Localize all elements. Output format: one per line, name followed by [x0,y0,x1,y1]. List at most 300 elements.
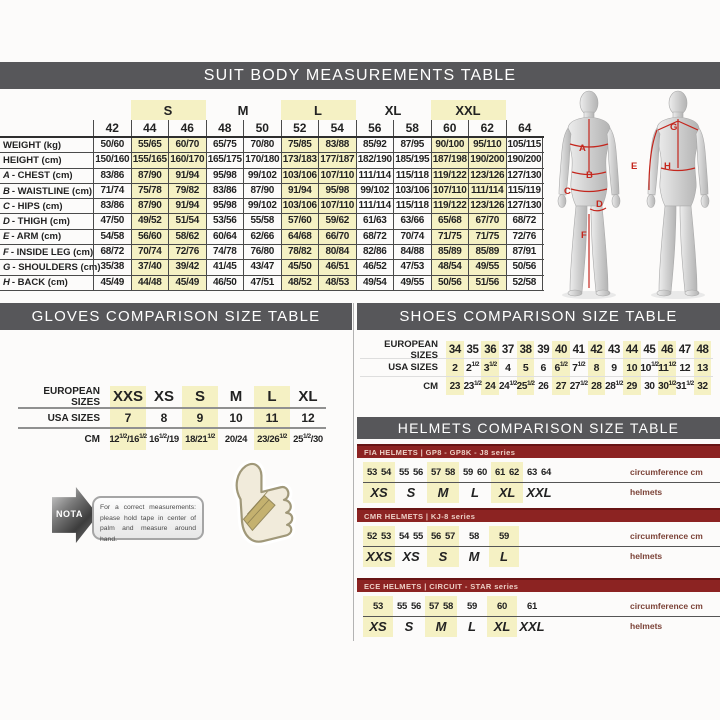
fraction-half: 1/2 [207,433,215,441]
suit-group-S: S [131,100,206,120]
fraction-half: 1/2 [489,361,497,369]
suit-cell: 49/54 [356,276,394,290]
suit-cell: 61/63 [356,214,394,228]
shoes-cm-value: 24 1/2 [498,379,517,392]
suit-cell: 115/118 [393,199,431,213]
fraction-half: 1/2 [159,433,167,441]
suit-table-row [0,260,544,275]
suit-cell: 48/54 [431,260,469,274]
suit-size-col-62: 62 [468,120,506,136]
suit-cell: 65/68 [431,214,469,228]
suit-table-row [0,245,544,260]
gloves-cm-value: 12 1/2 /16 1/2 [110,429,146,450]
suit-cell: 115/118 [393,169,431,183]
helmet-circumference-value: 60 [497,600,507,612]
helmet-circumference-values [365,462,393,482]
suit-cell: 47/53 [393,260,431,274]
suit-cell: 71/74 [93,184,131,198]
suit-size-number-row [0,120,544,138]
helmet-size-label: S [406,485,416,500]
helmet-group-XS [363,596,393,637]
suit-table-row [0,230,544,245]
suit-cell: 57/60 [281,214,319,228]
row-letter: F [3,246,9,258]
suit-cell: 64/68 [281,230,319,244]
fraction-half: 1/2 [509,379,517,387]
gloves-cm-value: 16 1/2 /19 [149,433,179,445]
suit-cell: 127/130 [506,199,544,213]
shoes-eu-value: 43 [608,343,621,356]
helmet-circumference-value: 57 [431,466,441,478]
helmet-circumference-value: 61 [495,466,505,478]
suit-cell: 107/110 [431,184,469,198]
gloves-usa-value: 12 [301,411,315,425]
suit-cell: 177/187 [318,153,356,167]
suit-cell: 50/56 [506,260,544,274]
suit-cell: 47/50 [93,214,131,228]
helmets-label: helmets [630,621,663,631]
suit-row-label: B - WAISTLINE (cm) [3,185,93,197]
suit-cell: 123/126 [468,199,506,213]
suit-row-label: A - CHEST (cm) [3,170,73,182]
shoes-row-cm [360,377,713,395]
helmet-group-XL [487,596,517,637]
shoes-eu-value: 35 [466,343,479,356]
mannequin-svg [556,90,720,300]
fraction-half: 1/2 [580,379,588,387]
suit-cell: 85/92 [356,138,394,152]
fraction-half: 1/2 [139,433,147,441]
suit-cell: 66/70 [318,230,356,244]
suit-cell: 155/165 [131,153,169,167]
gloves-size-table [18,386,326,450]
suit-size-col-54: 54 [318,120,356,136]
suit-cell: 51/56 [468,276,506,290]
figure-letter-F: F [581,230,587,241]
helmet-group-M [459,526,489,567]
suit-size-col-42: 42 [93,120,131,136]
helmet-group-XXS [363,526,395,567]
suit-cell: 85/89 [431,245,469,259]
suit-cell: 46/51 [318,260,356,274]
suit-cell: 49/52 [131,214,169,228]
suit-cell: 46/50 [206,276,244,290]
helmet-circumference-values [429,462,457,482]
mannequin-figures [556,90,720,300]
gloves-cm-value: 20/24 [224,434,248,445]
circumference-label: circumference cm [630,467,703,477]
helmets-table-header [357,417,720,439]
helmet-size-label: L [500,549,508,564]
helmet-circumference-value: 63 [527,466,537,478]
shoes-cm-value: 23 1/2 [463,379,482,392]
helmet-size-label: M [437,485,449,500]
suit-cell: 49/55 [393,276,431,290]
helmet-circumference-value: 59 [499,530,509,542]
shoes-cm-value: 25 1/2 [517,377,535,395]
section-divider [353,303,354,641]
suit-cell: 95/98 [206,199,244,213]
suit-group-XXL: XXL [431,100,506,120]
helmet-circumference-value: 53 [373,600,383,612]
shoes-row-eu [360,338,713,361]
gloves-row-eu [18,386,326,409]
suit-size-col-50: 50 [243,120,281,136]
suit-cell: 119/122 [431,199,469,213]
suit-cell: 67/70 [468,214,506,228]
helmet-size-label: XL [493,619,511,634]
suit-row-label: D - THIGH (cm) [3,216,70,228]
suit-cell: 49/55 [468,260,506,274]
suit-cell: 111/114 [356,169,394,183]
helmet-size-label: M [435,619,447,634]
fraction-half: 1/2 [303,433,311,441]
shoes-usa-value: 7 1/2 [572,361,586,374]
suit-cell: 83/86 [93,199,131,213]
suit-cell: 90/100 [431,138,469,152]
shoes-table-header [357,303,720,330]
gloves-cm-value: 18/21 1/2 [182,429,218,450]
fraction-half: 1/2 [686,379,694,387]
helmet-size-label: XS [402,549,420,564]
suit-cell: 187/198 [431,153,469,167]
shoes-cm-value: 31 1/2 [675,379,694,392]
helmet-size-label: XS [370,485,388,500]
gloves-usa-value: 8 [160,411,168,425]
suit-size-col-60: 60 [431,120,469,136]
suit-cell: 47/51 [243,276,281,290]
shoes-usa-value: 12 [679,361,691,374]
helmet-size-label: XXS [365,549,392,564]
shoes-usa-value: 4 [505,361,511,374]
suit-cell: 111/114 [356,199,394,213]
figure-letter-D: D [596,199,603,210]
helmet-group-L [489,526,519,567]
suit-table-row [0,153,544,168]
helmet-circumference-value: 53 [381,530,391,542]
helmet-circumference-value: 56 [413,466,423,478]
shoes-cm-value: 24 [481,377,499,395]
suit-cell: 46/52 [356,260,394,274]
suit-cell: 56/60 [131,230,169,244]
helmet-group-L [457,596,487,637]
shoes-table-title: SHOES COMPARISON SIZE TABLE [399,308,678,325]
suit-cell: 58/62 [168,230,206,244]
suit-cell: 74/78 [206,245,244,259]
gloves-usa-value: 10 [229,411,243,425]
suit-corner-cell [0,120,93,136]
suit-cell: 48/53 [318,276,356,290]
suit-group-spacer [506,100,544,120]
figure-letter-E: E [631,161,638,172]
helmet-series-body [363,526,720,568]
suit-cell: 55/65 [131,138,169,152]
suit-row-label: WEIGHT (kg) [3,139,62,151]
shoes-eu-value: 45 [643,343,656,356]
shoes-usa-value: 3 1/2 [481,359,499,376]
row-letter: H [3,277,10,289]
shoes-eu-value: 36 [481,341,499,358]
helmet-circumference-value: 60 [477,466,487,478]
helmet-size-label: S [438,549,448,564]
suit-cell: 50/60 [93,138,131,152]
shoes-eu-value: 48 [694,341,712,358]
suit-row-label: F - INSIDE LEG (cm) [3,246,94,258]
shoes-usa-value: 6 [540,361,546,374]
suit-cell: 70/74 [393,230,431,244]
helmet-series-body [363,462,720,504]
gloves-row-cm [18,429,326,450]
row-letter: C [3,200,10,212]
suit-cell: 160/170 [168,153,206,167]
shoes-cm-value: 27 [552,377,570,395]
suit-cell: 107/110 [318,199,356,213]
suit-cell: 85/89 [468,245,506,259]
suit-size-col-44: 44 [131,120,169,136]
gloves-eu-value: XXS [110,386,146,407]
suit-size-col-64: 64 [506,120,544,136]
gloves-table-title: GLOVES COMPARISON SIZE TABLE [31,308,321,325]
suit-cell: 79/82 [168,184,206,198]
suit-cell: 95/98 [206,169,244,183]
helmet-circumference-value: 57 [429,600,439,612]
helmet-group-M [427,462,459,503]
gloves-usa-value: 11 [254,409,290,427]
shoes-cm-value: 27 1/2 [569,379,588,392]
suit-cell: 95/98 [318,184,356,198]
suit-cell: 72/76 [506,230,544,244]
helmet-series-bar: ECE HELMETS | CIRCUIT - STAR series [357,578,720,592]
helmet-circumference-value: 58 [445,466,455,478]
suit-cell: 95/110 [468,138,506,152]
gloves-cm-value: 23/26 1/2 [254,429,290,450]
helmet-circumference-values [397,462,425,482]
suit-cell: 91/94 [168,169,206,183]
suit-cell: 87/90 [243,184,281,198]
shoes-cm-value: 28 1/2 [605,379,623,392]
gloves-usa-value: 7 [110,409,146,427]
fraction-half: 1/2 [668,361,677,369]
suit-cell: 48/52 [281,276,319,290]
fraction-half: 1/2 [473,379,482,387]
shoes-eu-value: 47 [678,343,691,356]
helmet-circumference-values [495,596,509,616]
suit-cell: 165/175 [206,153,244,167]
helmet-circumference-value: 58 [469,530,479,542]
helmet-group-S [393,596,425,637]
helmet-circumference-value: 56 [411,600,421,612]
suit-cell: 35/38 [93,260,131,274]
suit-cell: 119/122 [431,169,469,183]
helmet-circumference-values [525,596,539,616]
suit-cell: 76/80 [243,245,281,259]
suit-cell: 105/115 [506,138,544,152]
suit-table-row [0,214,544,229]
shoes-eu-value: 37 [501,343,514,356]
circumference-label: circumference cm [630,531,703,541]
suit-table-row [0,199,544,214]
suit-cell: 173/183 [281,153,319,167]
row-letter: E [3,231,10,243]
suit-size-col-46: 46 [168,120,206,136]
suit-cell: 54/58 [93,230,131,244]
fraction-half: 1/2 [651,361,659,369]
suit-cell: 65/75 [206,138,244,152]
gloves-table-header [0,303,352,330]
figure-letter-H: H [664,161,671,172]
helmet-circumference-value: 55 [399,466,409,478]
helmet-group-XS [363,462,395,503]
suit-cell: 83/88 [318,138,356,152]
suit-cell: 103/106 [281,199,319,213]
suit-cell: 107/110 [318,169,356,183]
gloves-row-label: USA SIZES [47,412,100,424]
suit-cell: 50/56 [431,276,469,290]
helmet-circumference-value: 62 [509,466,519,478]
suit-group-spacer [93,100,131,120]
suit-cell: 39/42 [168,260,206,274]
suit-cell: 45/50 [281,260,319,274]
shoes-eu-value: 46 [658,341,676,358]
suit-cell: 115/119 [506,184,544,198]
suit-cell: 60/70 [168,138,206,152]
shoes-usa-value: 6 1/2 [552,359,570,376]
suit-cell: 44/48 [131,276,169,290]
gloves-row-label: CM [84,434,100,445]
helmet-group-XS [395,526,427,567]
suit-row-label: H - BACK (cm) [3,277,68,289]
shoes-usa-value: 9 [611,361,617,374]
nota-label: NOTA [56,509,83,519]
gloves-eu-value: M [229,388,243,405]
helmet-circumference-values [365,526,393,546]
shoes-usa-value: 10 1/2 [640,361,659,374]
shoes-eu-value: 41 [572,343,585,356]
suit-cell: 70/74 [131,245,169,259]
shoes-eu-value: 39 [537,343,550,356]
helmet-circumference-value: 54 [399,530,409,542]
suit-cell: 75/85 [281,138,319,152]
suit-cell: 68/72 [506,214,544,228]
helmet-circumference-values [497,526,511,546]
suit-cell: 190/200 [506,153,544,167]
suit-group-row [0,100,544,120]
helmet-column-labels [630,462,703,502]
suit-cell: 72/76 [168,245,206,259]
helmet-circumference-value: 61 [527,600,537,612]
helmets-table-title: HELMETS COMPARISON SIZE TABLE [397,420,680,436]
shoes-usa-value: 13 [694,359,712,376]
shoes-eu-value: 42 [588,341,606,358]
row-letter: G [3,262,11,274]
suit-table-title: SUIT BODY MEASUREMENTS TABLE [203,66,517,84]
shoes-row-label: CM [423,380,438,392]
shoes-cm-value: 28 [588,377,606,395]
helmet-circumference-values [427,596,455,616]
suit-cell: 91/94 [168,199,206,213]
shoes-cm-value: 30 1/2 [658,377,676,395]
figure-letter-G: G [670,122,678,133]
gloves-eu-value: XL [298,388,318,405]
suit-cell: 87/91 [506,245,544,259]
shoes-row-label: EUROPEAN SIZES [384,338,438,361]
fraction-half: 1/2 [527,379,535,387]
suit-cell: 87/90 [131,199,169,213]
gloves-eu-value: S [182,386,218,407]
helmet-group-M [425,596,457,637]
suit-cell: 170/180 [243,153,281,167]
suit-cell: 62/66 [243,230,281,244]
helmet-circumference-value: 54 [381,466,391,478]
shoes-row-label: USA SIZES [388,362,438,373]
suit-cell: 99/102 [243,199,281,213]
suit-cell: 71/75 [468,230,506,244]
gloves-row-label: EUROPEAN SIZES [43,385,100,408]
suit-cell: 99/102 [356,184,394,198]
helmet-series-body [363,596,720,638]
helmet-circumference-values [397,526,425,546]
helmet-circumference-value: 64 [541,466,551,478]
suit-table-row [0,138,544,153]
suit-cell: 190/200 [468,153,506,167]
suit-size-col-58: 58 [393,120,431,136]
shoes-cm-value: 29 [623,377,641,395]
helmet-column-labels [630,526,703,566]
helmet-size-label: S [404,619,414,634]
shoes-eu-value: 44 [623,341,641,358]
suit-cell: 91/94 [281,184,319,198]
suit-cell: 71/75 [431,230,469,244]
helmet-size-label: XXL [526,485,552,500]
suit-cell: 185/195 [393,153,431,167]
figure-letter-B: B [586,170,593,181]
shoes-usa-value: 2 1/2 [466,361,480,374]
fraction-half: 1/2 [471,361,480,369]
helmet-size-label: L [471,485,479,500]
suit-cell: 45/49 [93,276,131,290]
suit-cell: 43/47 [243,260,281,274]
suit-cell: 84/88 [393,245,431,259]
gloves-cm-value: 25 1/2 /30 [293,433,323,445]
suit-cell: 82/86 [356,245,394,259]
helmet-group-S [427,526,459,567]
helmet-circumference-value: 59 [467,600,477,612]
suit-corner-cell [0,100,93,120]
suit-cell: 87/90 [131,169,169,183]
suit-cell: 150/160 [93,153,131,167]
gloves-row-usa [18,409,326,429]
helmet-circumference-value: 56 [431,530,441,542]
suit-cell: 68/72 [356,230,394,244]
shoes-usa-value: 10 [623,359,641,376]
suit-cell: 78/82 [281,245,319,259]
helmet-group-XXL [523,462,555,503]
row-letter: B [3,185,10,197]
shoes-eu-value: 34 [446,341,464,358]
suit-cell: 87/95 [393,138,431,152]
shoes-usa-value: 2 [446,359,464,376]
shoes-cm-value: 26 [538,380,549,392]
fraction-half: 1/2 [577,361,586,369]
helmet-circumference-value: 55 [413,530,423,542]
nota-text: For a correct measurements: please hold tape in center of palm and measure around hand. [92,496,204,540]
helmet-size-label: XL [498,485,516,500]
row-letter: D [3,216,10,228]
suit-cell: 68/72 [93,245,131,259]
gloves-usa-value: 9 [182,409,218,427]
helmet-circumference-values [493,462,521,482]
helmet-size-label: M [468,549,480,564]
